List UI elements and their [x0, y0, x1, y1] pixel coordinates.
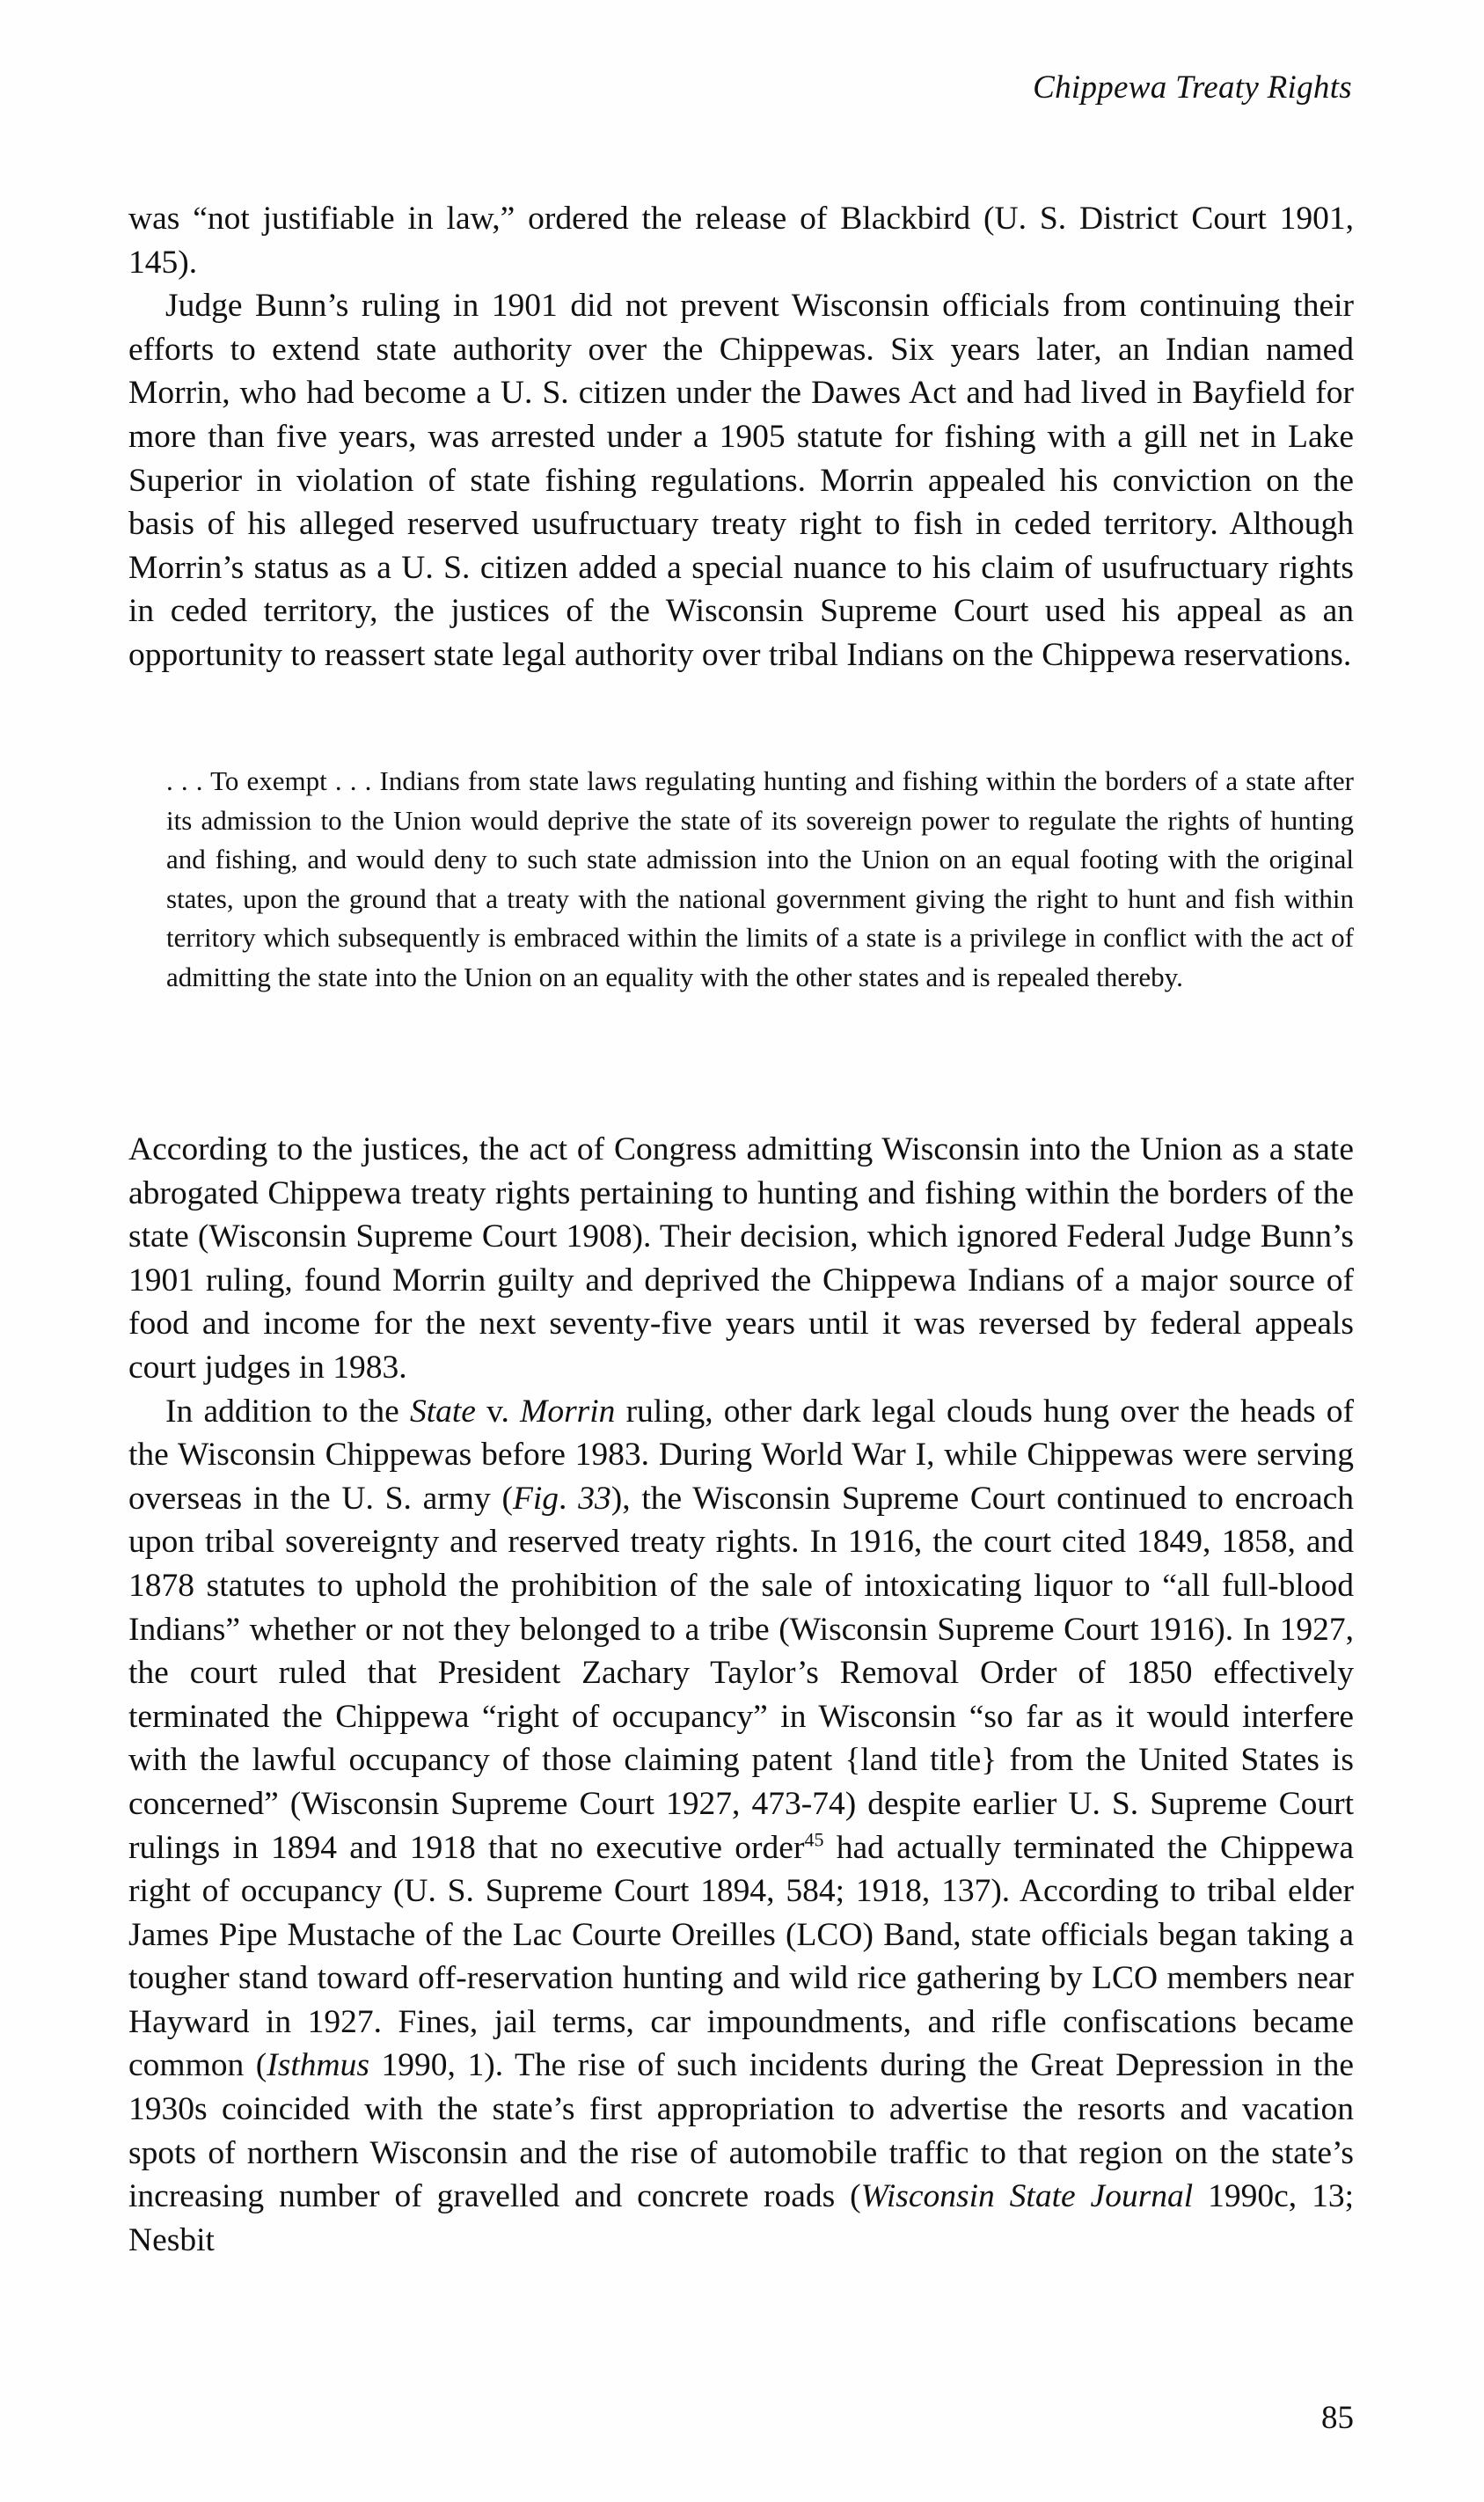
text-run: 1990c, 13; Nesbit: [128, 2178, 1354, 2258]
text-run: ), the Wisconsin Supreme Court continued to encroach upon tribal sovereignty and reserved treaty rights. In 1916, the court cited 1849, 1858, and 1878 statutes to uphold the prohibition of the sale of intoxicating liquor to “all full-blood Indians” whether or not they belonged to a tribe (Wisconsin Supreme Court 1916). In 1927, the court ruled that President Zachary Taylor’s Removal Order of 1850 effectively terminated the Chippewa “right of occupancy” in Wisconsin “so far as it would interfere with the lawful occupancy of those claiming patent {land title} from the United States is concerned” (Wisconsin Supreme Court 1927, 473-74) despite earlier U. S. Supreme Court rulings in 1894 and 1918 that no executive order: [128, 1480, 1355, 1866]
italic-source-title: Isthmus: [267, 2047, 369, 2084]
text-run: had actually terminated the Chippewa right of occupancy (U. S. Supreme Court 1894, 584; 1918, 137). According to tribal elder James Pipe Mustache of the Lac Courte Oreilles (LCO) Band, state officials began taking a tougher stand toward off-reservation hunting and wild rice gathering by LCO members near Hayward in 1927. Fines, jail terms, car impoundments, and rifle confiscations became common (: [128, 1829, 1355, 2084]
italic-source-title: Wisconsin State Journal: [860, 2178, 1194, 2215]
italic-figure-number: 33: [578, 1480, 611, 1517]
italic-figure-ref: Fig: [512, 1480, 559, 1517]
running-head: Chippewa Treaty Rights: [1033, 70, 1352, 106]
footnote-marker: 45: [804, 1828, 824, 1850]
paragraph-legal-clouds: [128, 1390, 1354, 2263]
body-text-lower: [128, 1128, 1354, 2262]
text-run: .: [559, 1480, 579, 1517]
paragraph-justices: According to the justices, the act of Congress admitting Wisconsin into the Union as a state abrogated Chippewa treaty rights pertaining to hunting and fishing within the borders of the state (Wisconsin Supreme Court 1908). Their decision, which ignored Federal Judge Bunn’s 1901 ruling, found Morrin guilty and deprived the Chippewa Indians of a major source of food and income for the next seventy-five years until it was reversed by federal appeals court judges in 1983.: [128, 1131, 1354, 1386]
italic-case-name: State: [409, 1393, 476, 1430]
body-text-upper: [128, 197, 1354, 677]
block-quote-court-ruling: [166, 762, 1354, 998]
text-run: v.: [475, 1393, 521, 1430]
page-number: 85: [1321, 2400, 1354, 2436]
quote-text: . . . To exempt . . . Indians from state laws regulating hunting and fishing within the borders of a state after its admission to the Union would deprive the state of its sovereign power to regulate the rights of hunting and fishing, and would deny to such state admission into the Union on an equal footing with the original states, upon the ground that a treaty with the national government giving the right to hunt and fish within territory which subsequently is embraced within the limits of a state is a privilege in conflict with the act of admitting the state into the Union on an equality with the other states and is repealed thereby.: [166, 765, 1354, 992]
text-run: In addition to the: [165, 1393, 410, 1430]
text-run: ruling, other dark legal clouds hung over the heads of the Wisconsin Chippewas before 1983. During World War I, while Chippewas were serving overseas in the U. S. army (: [128, 1393, 1355, 1517]
paragraph-continued: was “not justifiable in law,” ordered the release of Blackbird (U. S. District Court 1901, 145).: [128, 201, 1354, 281]
italic-case-name: Morrin: [520, 1393, 616, 1430]
paragraph-morrin-arrest: Judge Bunn’s ruling in 1901 did not prevent Wisconsin officials from continuing their efforts to extend state authority over the Chippewas. Six years later, an Indian named Morrin, who had become a U. S. citizen under the Dawes Act and had lived in Bayfield for more than five years, was arrested under a 1905 statute for fishing with a gill net in Lake Superior in violation of state fishing regulations. Morrin appealed his conviction on the basis of his alleged reserved usufructuary treaty right to fish in ceded territory. Although Morrin’s status as a U. S. citizen added a special nuance to his claim of usufructuary rights in ceded territory, the justices of the Wisconsin Supreme Court used his appeal as an opportunity to reassert state legal authority over tribal Indians on the Chippewa reservations.: [128, 288, 1354, 673]
text-run: 1990, 1). The rise of such incidents during the Great Depression in the 1930s coincided with the state’s first appropriation to advertise the resorts and vacation spots of northern Wisconsin and the rise of automobile traffic to that region on the state’s increasing number of gravelled and concrete roads (: [128, 2047, 1354, 2215]
